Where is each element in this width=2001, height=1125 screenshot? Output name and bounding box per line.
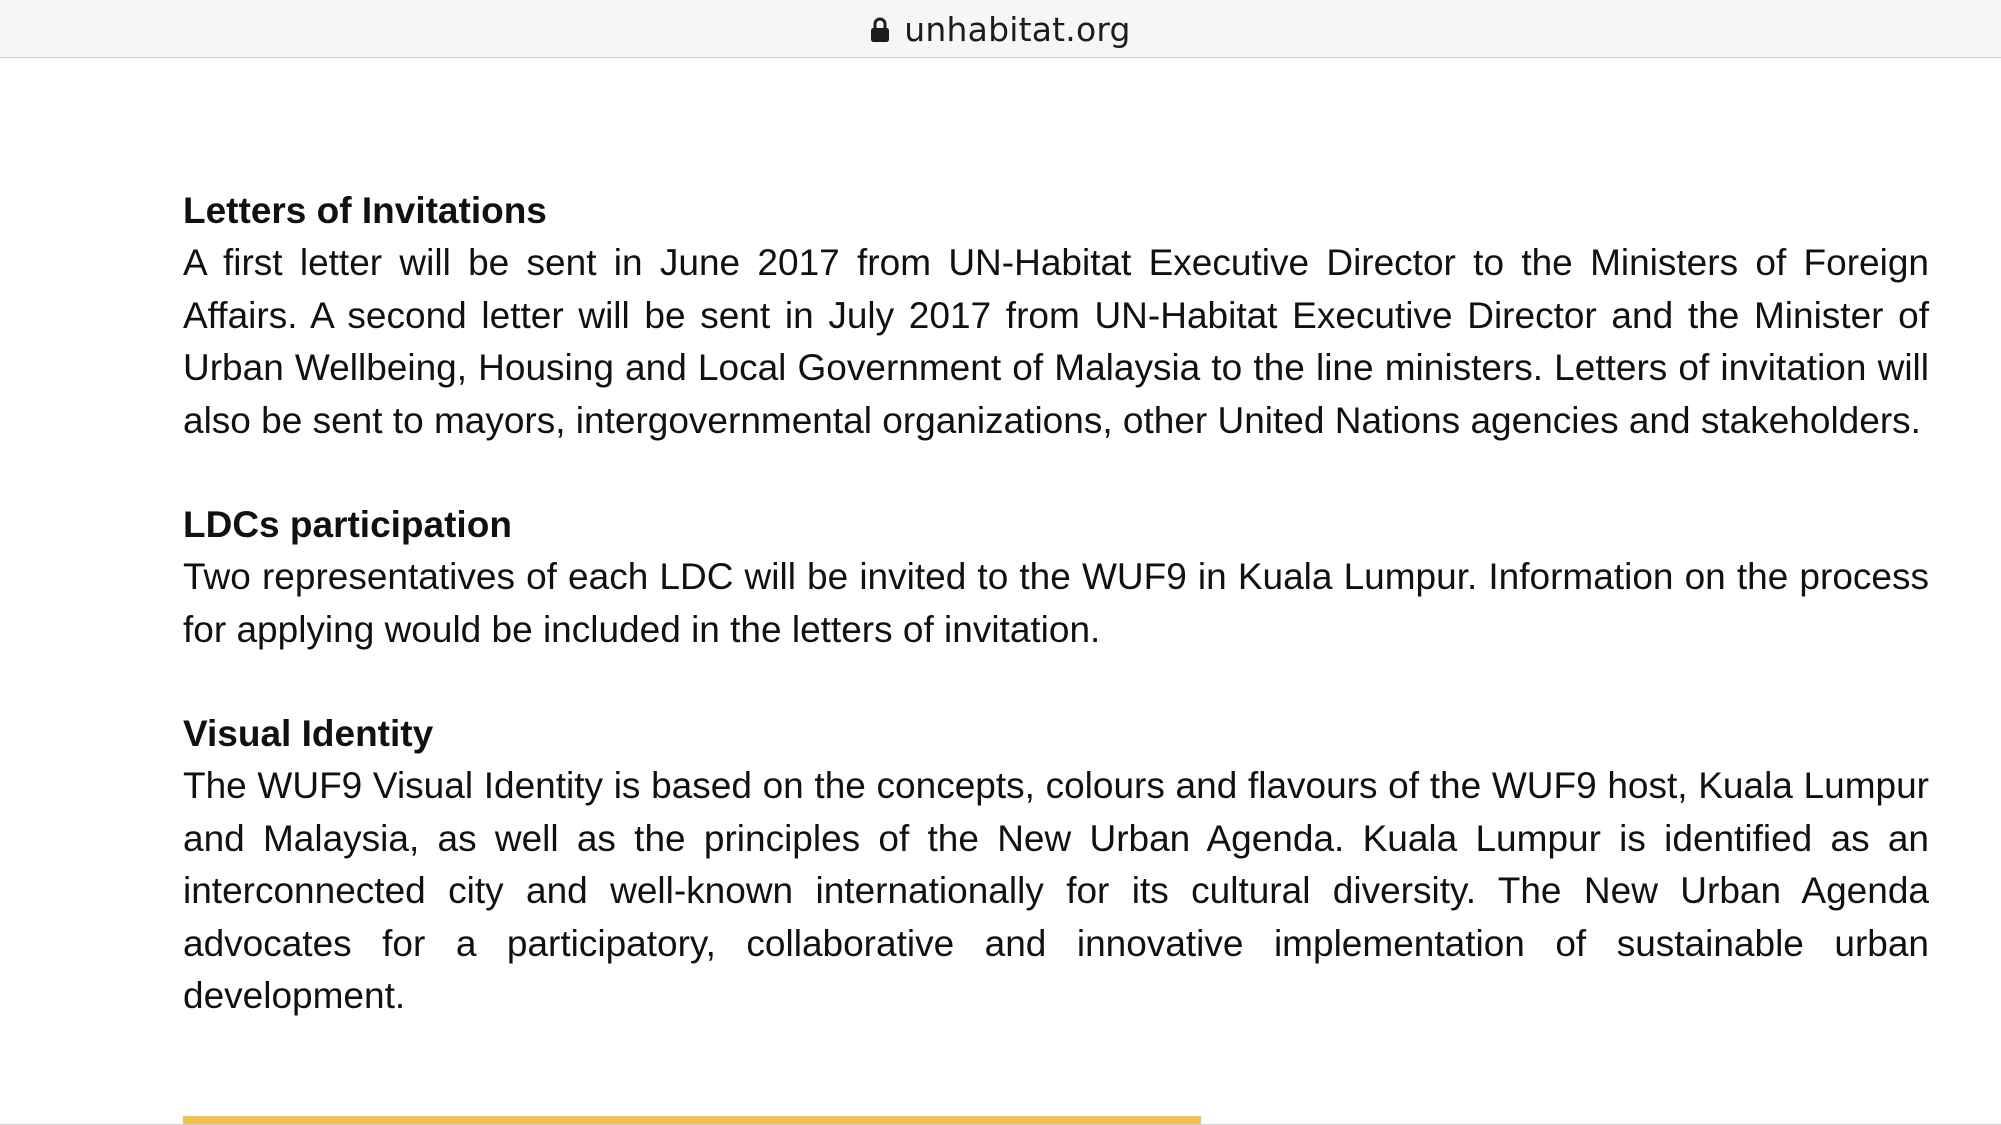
- section-body: Two representatives of each LDC will be invited to the WUF9 in Kuala Lumpur. Information on the process for applying would be included in the letters of invitation.: [183, 556, 1929, 650]
- url-display[interactable]: [0, 0, 2001, 58]
- section-heading: LDCs participation: [183, 504, 512, 545]
- section-body: The WUF9 Visual Identity is based on the concepts, colours and flavours of the WUF9 host, Kuala Lumpur and Malaysia, as well as the principles of the New Urban Agenda. Kuala Lumpur is identified as an interconnected city and well-known internationally for its cultural diversity. The New Urban Agenda advocates for a participatory, collaborative and innovative implementation of sustainable urban development.: [183, 765, 1929, 1016]
- url-text: unhabitat.org: [904, 9, 1131, 49]
- section-body: A first letter will be sent in June 2017 from UN-Habitat Executive Director to the Ministers of Foreign Affairs. A second letter will be sent in July 2017 from UN-Habitat Executive Director and the Minister of Urban Wellbeing, Housing and Local Government of Malaysia to the line ministers. Letters of invitation will also be sent to mayors, intergovernmental organizations, other United Nations agencies and stakeholders.: [183, 242, 1929, 441]
- lock-icon: [870, 16, 890, 44]
- section-letters-of-invitations: [183, 185, 1929, 447]
- section-ldcs-participation: [183, 499, 1929, 656]
- browser-address-bar[interactable]: [0, 0, 2001, 58]
- section-visual-identity: [183, 708, 1929, 1023]
- section-heading: Visual Identity: [183, 713, 434, 754]
- section-heading: Letters of Invitations: [183, 190, 547, 231]
- page-content: [183, 185, 1929, 1075]
